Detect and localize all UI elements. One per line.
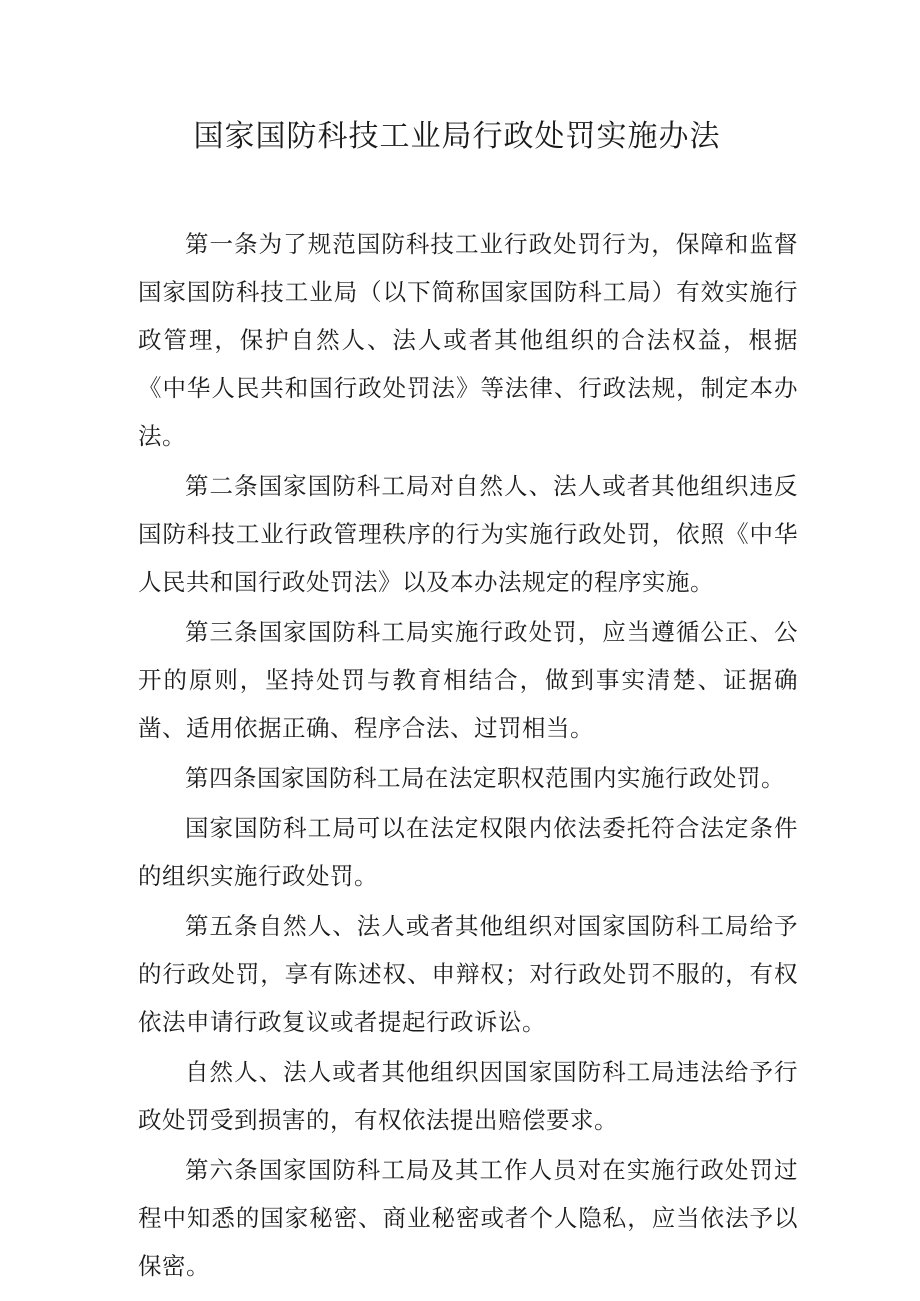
paragraph-article-3: 第三条国家国防科工局实施行政处罚，应当遵循公正、公开的原则，坚持处罚与教育相结合，做到事实清楚、证据确凿、适用依据正确、程序合法、过罚相当。 [138, 618, 798, 742]
paragraph-article-5-clause-2: 自然人、法人或者其他组织因国家国防科工局违法给予行政处罚受到损害的，有权依法提出赔偿要求。 [138, 1058, 798, 1134]
paragraph-article-4: 第四条国家国防科工局在法定职权范围内实施行政处罚。 [185, 764, 785, 792]
paragraph-article-2: 第二条国家国防科工局对自然人、法人或者其他组织违反国防科技工业行政管理秩序的行为实施行政处罚，依照《中华人民共和国行政处罚法》以及本办法规定的程序实施。 [138, 472, 798, 596]
document-body [138, 220, 798, 1292]
paragraph-article-5: 第五条自然人、法人或者其他组织对国家国防科工局给予的行政处罚，享有陈述权、申辩权；对行政处罚不服的，有权依法申请行政复议或者提起行政诉讼。 [138, 912, 798, 1036]
paragraph-article-4-clause-2: 国家国防科工局可以在法定权限内依法委托符合法定条件的组织实施行政处罚。 [138, 814, 798, 890]
document-title: 国家国防科技工业局行政处罚实施办法 [193, 119, 721, 154]
paragraph-article-1: 第一条为了规范国防科技工业行政处罚行为，保障和监督国家国防科技工业局（以下简称国家国防科工局）有效实施行政管理，保护自然人、法人或者其他组织的合法权益，根据《中华人民共和国行政处罚法》等法律、行政法规，制定本办法。 [138, 230, 798, 450]
paragraph-article-6: 第六条国家国防科工局及其工作人员对在实施行政处罚过程中知悉的国家秘密、商业秘密或者个人隐私，应当依法予以保密。 [138, 1156, 798, 1280]
